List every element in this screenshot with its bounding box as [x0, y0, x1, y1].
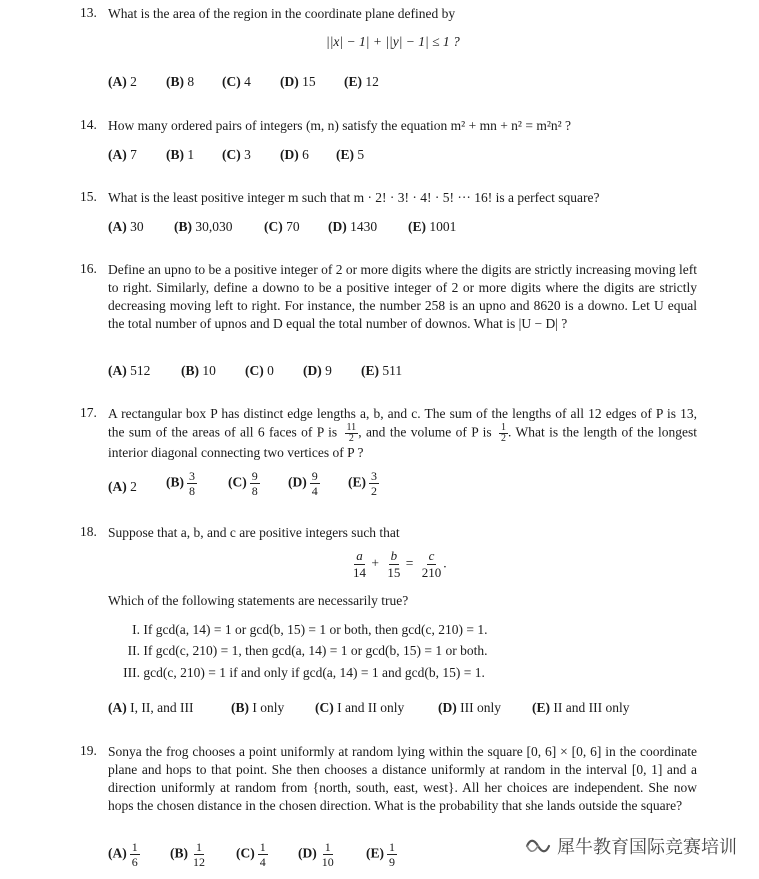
choice-e: (E) 5: [336, 147, 365, 162]
choice-c: (C) 3: [222, 147, 251, 162]
choice-a: (A) 512: [108, 363, 151, 378]
watermark-text: 犀牛教育国际竞赛培训: [557, 837, 737, 858]
question-text: What is the area of the region in the coordinate plane defined by: [108, 6, 456, 21]
choice-d: (D) 6: [280, 147, 309, 162]
fraction-volume: $\frac{1}{2}$: [501, 422, 506, 444]
question-prompt: Which of the following statements are necessarily true?: [108, 593, 409, 608]
choice-e: (E) $\frac{3}{2}$: [348, 469, 377, 498]
question-number: 18.: [80, 524, 97, 539]
choice-d: (D) $\frac{1}{10}$: [298, 840, 334, 869]
choice-b: (B) 10: [181, 363, 216, 378]
choice-e: (E) II and III only: [532, 700, 630, 715]
question-text: What is the least positive integer m such that m · 2! · 3! · 4! · 5! ··· 16! is a perfect square?: [108, 190, 600, 205]
choice-c: (C) $\frac{1}{4}$: [236, 840, 266, 869]
choice-e: (E) 511: [361, 363, 403, 378]
question-text: Define an upno to be a positive integer of 2 or more digits where the digits are strictly increasing moving left to right. Similarly, define a downo to be a positive integer of 2 or more digits where the digits are strictly decreasing moving left to right. For instance, the number 258 is an upno and 8620 is a downo. Let U equal the total number of upnos and D equal the total number of downos. What is |U − D| ?: [108, 262, 697, 331]
question-text: Sonya the frog chooses a point uniformly at random lying within the square [0, 6] × [0, 6] in the coordinate plane and hops to that point. She then chooses a distance uniformly at random in the interval [0, 1] and a direction uniformly at random from {north, south, east, west}. All her choices are independent. She now hops the chosen distance in the chosen direction. What is the probability that she lands outside the square?: [108, 744, 697, 813]
choice-b: (B) $\frac{3}{8}$: [166, 469, 195, 498]
question-number: 13.: [80, 5, 97, 20]
choice-a: (A) 7: [108, 147, 137, 162]
choice-c: (C) 70: [264, 219, 300, 234]
question-text: How many ordered pairs of integers (m, n) satisfy the equation m² + mn + n² = m²n² ?: [108, 118, 572, 133]
fraction-area: $\frac{11}{2}$: [346, 422, 357, 444]
choice-c: (C) $\frac{9}{8}$: [228, 469, 258, 498]
question-number: 15.: [80, 189, 97, 204]
question-text: A rectangular box P has distinct edge lengths a, b, and c. The sum of the lengths of all 12 edges of P is 13, the sum of the areas of all 6 faces of P is $\frac{11}{2}$ , and the volume of P is $\frac{1}{2}$ . What is the length of the longest interior diagonal connecting two vertices of P ?: [108, 406, 698, 460]
choice-a: (A) I, II, and III: [108, 700, 194, 715]
choice-a: (A) 30: [108, 219, 144, 234]
choice-c: (C) 0: [245, 363, 274, 378]
choice-d: (D) III only: [438, 700, 501, 715]
formula: ||x| − 1| + ||y| − 1| ≤ 1 ?: [326, 34, 460, 49]
choice-b: (B) 1: [166, 147, 195, 162]
choice-c: (C) I and II only: [315, 700, 405, 715]
choice-c: (C) 4: [222, 74, 251, 89]
choice-e: (E) 12: [344, 74, 379, 89]
statement-1: I. If gcd(a, 14) = 1 or gcd(b, 15) = 1 or both, then gcd(c, 210) = 1.: [132, 622, 488, 637]
statement-3: III. gcd(c, 210) = 1 if and only if gcd(a, 14) = 1 and gcd(b, 15) = 1.: [123, 665, 485, 680]
choice-e: (E) $\frac{1}{9}$: [366, 840, 395, 869]
choice-d: (D) 9: [303, 363, 332, 378]
question-text: Suppose that a, b, and c are positive integers such that: [108, 525, 400, 540]
equation: $\frac{a}{14}$ + $\frac{b}{15}$ = $\frac{c}{210}$ .: [353, 548, 447, 580]
choice-b: (B) $\frac{1}{12}$: [170, 840, 205, 869]
watermark: [525, 833, 737, 859]
choice-d: (D) 1430: [328, 219, 378, 234]
choice-d: (D) $\frac{9}{4}$: [288, 469, 318, 498]
choice-b: (B) 30,030: [174, 219, 233, 234]
question-number: 17.: [80, 405, 97, 420]
choice-b: (B) I only: [231, 700, 285, 715]
choice-a: (A) 2: [108, 74, 137, 89]
choice-d: (D) 15: [280, 74, 316, 89]
question-number: 19.: [80, 743, 97, 758]
question-number: 14.: [80, 117, 97, 132]
wechat-channel-icon: [525, 837, 551, 855]
choice-a: (A) 2: [108, 479, 137, 494]
choice-a: (A) $\frac{1}{6}$: [108, 840, 138, 869]
choice-e: (E) 1001: [408, 219, 457, 234]
question-number: 16.: [80, 261, 97, 276]
statement-2: II. If gcd(c, 210) = 1, then gcd(a, 14) = 1 or gcd(b, 15) = 1 or both.: [127, 643, 488, 658]
choice-b: (B) 8: [166, 74, 195, 89]
